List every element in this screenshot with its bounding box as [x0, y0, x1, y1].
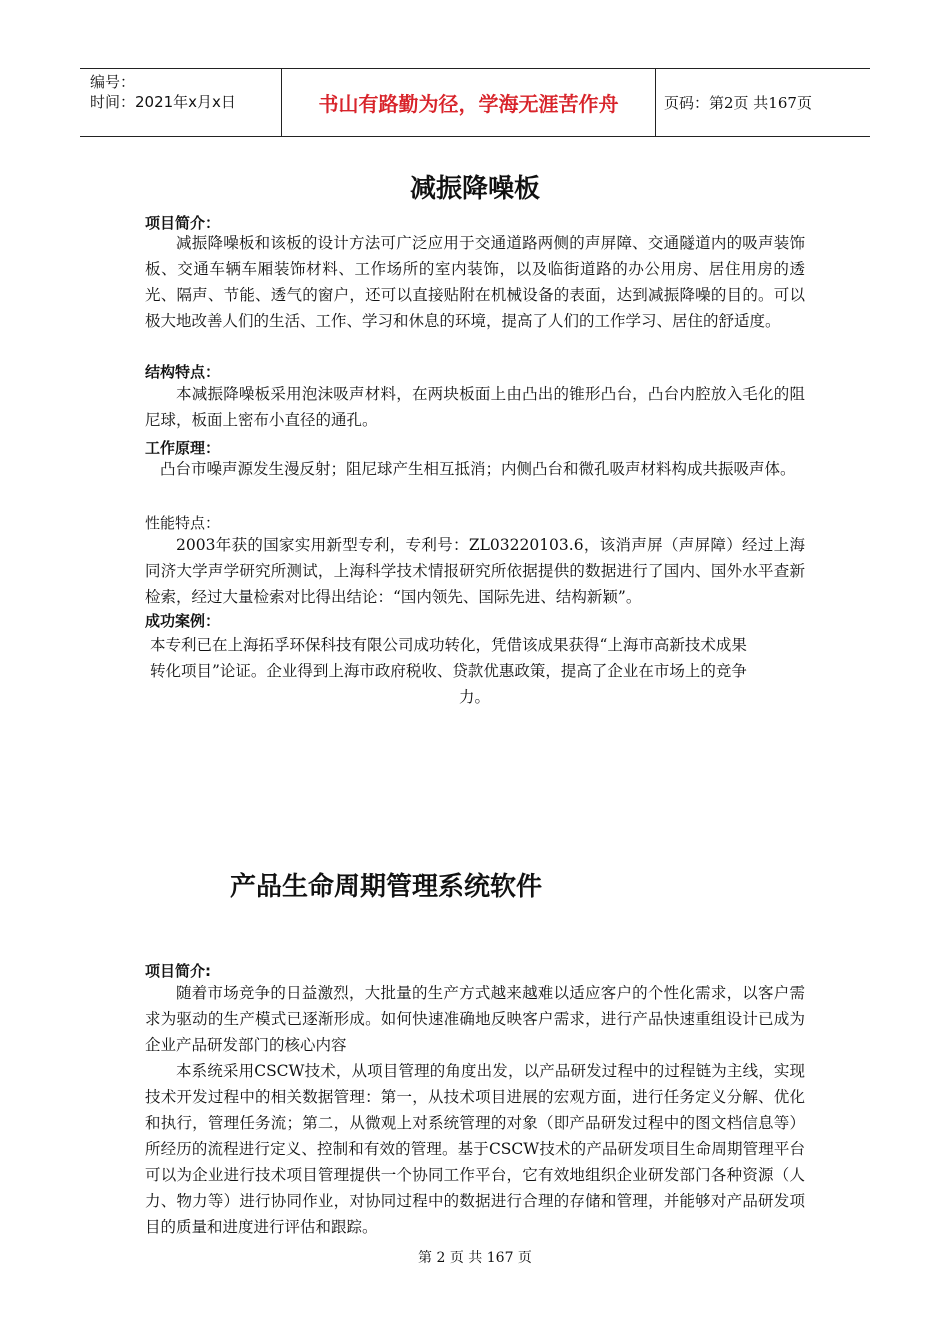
- motto: 书山有路勤为径，学海无涯苦作舟: [282, 69, 656, 136]
- header-table: [80, 68, 870, 137]
- page-info: 页码：第2页 共167页: [664, 94, 812, 112]
- section1-case-label: 成功案例：: [145, 612, 221, 630]
- section2-para2: 本系统采用CSCW技术，从项目管理的角度出发，以产品研发过程中的过程链为主线，实现技术开发过程中的相关数据管理：第一，从技术项目进展的宏观方面，进行任务定义分解、优化和执行，管理任务流；第二，从微观上对系统管理的对象（即产品研发过程中的图文档信息等）所经历的流程进行定义、控制和有效的管理。基于CSCW技术的产品研发项目生命周期管理平台可以为企业进行技术项目管理提供一个协同工作平台，它有效地组织企业研发部门各种资源（人力、物力等）进行协同作业，对协同过程中的数据进行合理的存储和管理，并能够对产品研发项目的质量和进度进行评估和跟踪。: [145, 1062, 805, 1236]
- page-footer: 第 2 页 共 167 页: [418, 1250, 532, 1266]
- section1-case-line2: 转化项目”论证。企业得到上海市政府税收、贷款优惠政策，提高了企业在市场上的竞争: [150, 662, 747, 680]
- section1-title: 减振降噪板: [409, 174, 540, 204]
- section1-structure-label: 结构特点：: [145, 363, 221, 381]
- section2-title: 产品生命周期管理系统软件: [230, 872, 543, 902]
- section1-principle-text: 凸台市噪声源发生漫反射；阻尼球产生相互抵消；内侧凸台和微孔吸声材料构成共振吸声体。: [160, 460, 796, 478]
- section1-case-line1: 本专利已在上海拓孚环保科技有限公司成功转化，凭借该成果获得“上海市高新技术成果: [150, 636, 747, 654]
- section1-performance-text: 2003年获的国家实用新型专利，专利号：ZL03220103.6，该消声屏（声屏障）经过上海同济大学声学研究所测试，上海科学技术情报研究所依据提供的数据进行了国内、国外水平查新检索，经过大量检索对比得出结论：“国内领先、国际先进、结构新颖”。: [145, 536, 805, 606]
- section2-para1: 随着市场竞争的日益激烈，大批量的生产方式越来越难以适应客户的个性化需求，以客户需求为驱动的生产模式已逐渐形成。如何快速准确地反映客户需求，进行产品快速重组设计已成为企业产品研发部门的核心内容: [145, 984, 805, 1054]
- section1-intro-label: 项目简介：: [145, 214, 221, 232]
- section1-case-line3: 力。: [459, 688, 491, 706]
- date-label: 时间：2021年x月x日: [90, 93, 236, 111]
- section1-principle-label: 工作原理：: [145, 439, 221, 457]
- header-left-cell: [80, 69, 282, 136]
- serial-label: 编号：: [90, 73, 136, 91]
- section1-performance-label: 性能特点：: [145, 514, 221, 532]
- section1-intro-text: 减振降噪板和该板的设计方法可广泛应用于交通道路两侧的声屏障、交通隧道内的吸声装饰板、交通车辆车厢装饰材料、工作场所的室内装饰，以及临街道路的办公用房、居住用房的透光、隔声、节能、透气的窗户，还可以直接贴附在机械设备的表面，达到减振降噪的目的。可以极大地改善人们的生活、工作、学习和休息的环境，提高了人们的工作学习、居住的舒适度。: [145, 234, 805, 330]
- section1-structure-text: 本减振降噪板采用泡沫吸声材料，在两块板面上由凸出的锥形凸台，凸台内腔放入毛化的阻尼球，板面上密布小直径的通孔。: [145, 385, 805, 429]
- section2-intro-label: 项目简介:: [145, 962, 211, 980]
